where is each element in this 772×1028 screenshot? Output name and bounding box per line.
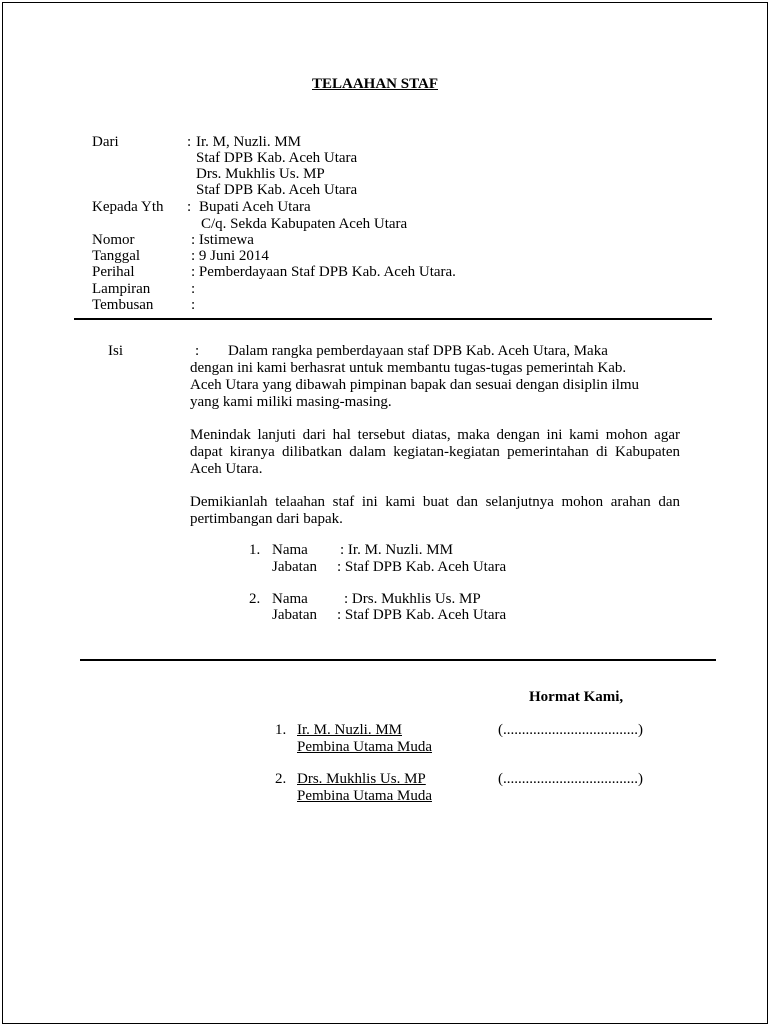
- signer-1-rank: Pembina Utama Muda: [297, 739, 432, 755]
- signer-1-sign-line: (....................................): [498, 722, 643, 738]
- person-1-jabatan-label: Jabatan: [272, 559, 317, 575]
- signer-1-name: Ir. M. Nuzli. MM: [297, 722, 402, 738]
- isi-paragraph-1: Dalam rangka pemberdayaan staf DPB Kab. Aceh Utara, Maka dengan ini kami berhasrat untuk membantu tugas-tugas pemerintah Kab. Aceh Utara yang dibawah pimpinan bapak dan sesuai dengan disiplin ilmu yang kami miliki masing-masing.: [190, 343, 640, 410]
- perihal-label: Perihal: [92, 264, 135, 280]
- dari-line-2: Staf DPB Kab. Aceh Utara: [196, 150, 358, 166]
- dari-colon: :: [187, 134, 192, 150]
- tembusan-label: Tembusan: [92, 297, 154, 313]
- dari-line-4: Staf DPB Kab. Aceh Utara: [196, 182, 358, 198]
- person-1-nama-label: Nama: [272, 542, 308, 558]
- signer-2-rank: Pembina Utama Muda: [297, 788, 432, 804]
- isi-paragraph-3: Demikianlah telaahan staf ini kami buat dan selanjutnya mohon arahan dan pertimbangan dari bapak.: [190, 494, 680, 527]
- kepada-colon: :: [187, 199, 192, 215]
- perihal-value: : Pemberdayaan Staf DPB Kab. Aceh Utara.: [191, 264, 456, 280]
- nomor-label: Nomor: [92, 232, 135, 248]
- kepada-label: Kepada Yth: [92, 199, 164, 215]
- person-1-jabatan-value: : Staf DPB Kab. Aceh Utara: [337, 559, 507, 575]
- dari-label: Dari: [92, 134, 119, 150]
- signer-2-sign-line: (....................................): [498, 771, 643, 787]
- person-2-nama-label: Nama: [272, 591, 308, 607]
- divider-bottom: [80, 659, 716, 661]
- person-2-jabatan-value: : Staf DPB Kab. Aceh Utara: [337, 607, 507, 623]
- dari-line-1: Ir. M, Nuzli. MM: [196, 134, 301, 150]
- lampiran-label: Lampiran: [92, 281, 151, 297]
- person-2-num: 2.: [249, 591, 261, 607]
- person-1-nama-value: : Ir. M. Nuzli. MM: [340, 542, 453, 558]
- person-2-nama-value: : Drs. Mukhlis Us. MP: [344, 591, 481, 607]
- kepada-line-1: Bupati Aceh Utara: [199, 199, 311, 215]
- tanggal-label: Tanggal: [92, 248, 141, 264]
- signer-2-name: Drs. Mukhlis Us. MP: [297, 771, 426, 787]
- nomor-value: : Istimewa: [191, 232, 254, 248]
- kepada-line-2: C/q. Sekda Kabupaten Aceh Utara: [201, 216, 408, 232]
- person-1-num: 1.: [249, 542, 261, 558]
- signer-2-num: 2.: [275, 771, 287, 787]
- isi-label: Isi: [108, 343, 123, 359]
- person-2-jabatan-label: Jabatan: [272, 607, 317, 623]
- closing-greeting: Hormat Kami,: [529, 689, 624, 705]
- lampiran-value: :: [191, 281, 196, 297]
- tembusan-value: :: [191, 297, 196, 313]
- signer-1-num: 1.: [275, 722, 287, 738]
- tanggal-value: : 9 Juni 2014: [191, 248, 269, 264]
- isi-paragraph-2: Menindak lanjuti dari hal tersebut diatas, maka dengan ini kami mohon agar dapat kiranya dilibatkan dalam kegiatan-kegiatan pemerintahan di Kabupaten Aceh Utara.: [190, 427, 680, 477]
- document-title: TELAAHAN STAF: [312, 76, 438, 92]
- dari-line-3: Drs. Mukhlis Us. MP: [196, 166, 325, 182]
- isi-colon: :: [195, 343, 200, 359]
- divider-top: [74, 318, 712, 320]
